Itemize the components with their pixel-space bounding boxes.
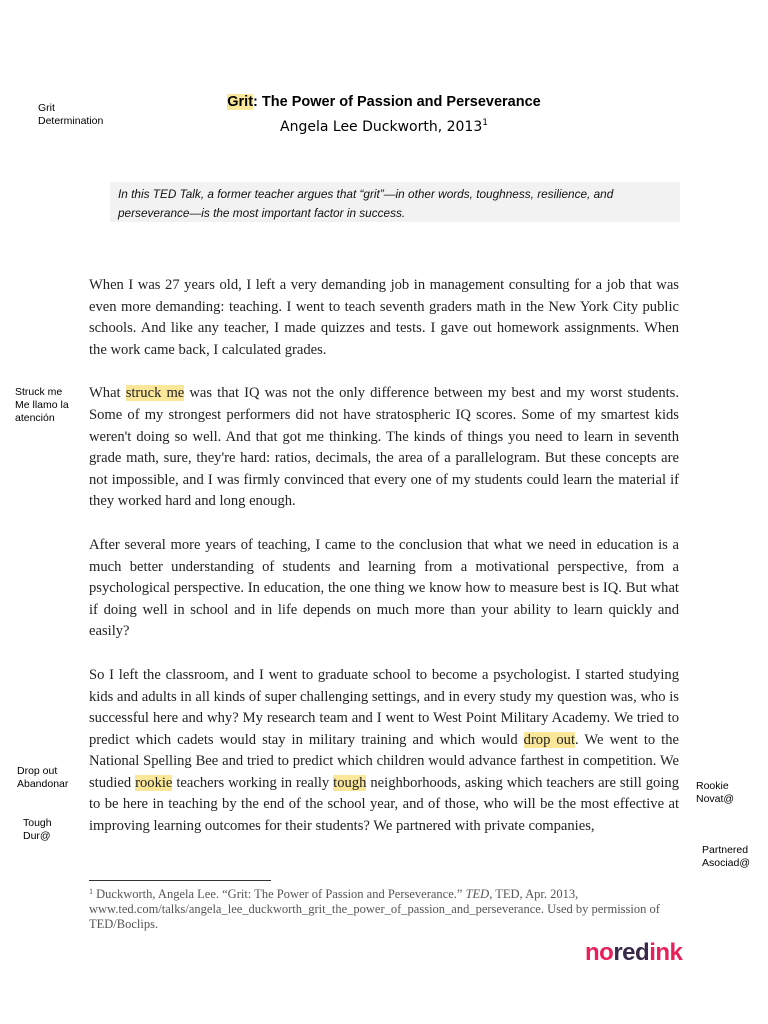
logo-part-no: no <box>585 939 614 966</box>
author-line <box>0 118 768 135</box>
margin-note-struck-me: Struck me Me llamo la atención <box>15 386 69 424</box>
footnote-marker: 1 <box>482 118 488 128</box>
logo-part-ink: ink <box>649 939 683 966</box>
margin-note-tough: Tough Dur@ <box>23 817 52 842</box>
paragraph-1: When I was 27 years old, I left a very demanding job in management consulting for a job that was even more demanding: teaching. I went to teach seventh graders math in the New York City public schools. And like any teacher, I made quizzes and tests. I gave out homework assignments. When the work came back, I calculated grades. <box>89 277 679 358</box>
paragraph-3: After several more years of teaching, I came to the conclusion that what we need in education is a much better understanding of students and learning from a motivational perspective, from a psychological perspective. In education, the one thing we know how to measure best is IQ. But what if doing well in school and in life depends on much more than your ability to learn quickly and easily? <box>89 536 679 640</box>
footnote-number: 1 <box>89 887 93 896</box>
margin-note-grit: Grit Determination <box>38 102 104 127</box>
highlight-drop-out: drop out <box>523 731 576 748</box>
paragraph-text: . We went to the National Spelling Bee and tried to predict which children would advance farthest in competition. We studied <box>89 731 679 791</box>
footnote-text: Duckworth, Angela Lee. “Grit: The Power of Passion and Perseverance.” <box>93 887 466 901</box>
paragraph-text: What <box>89 385 126 402</box>
paragraph-4 <box>89 665 679 838</box>
paragraph-text: teachers working in really <box>172 774 334 791</box>
margin-note-partnered: Partnered Asociad@ <box>702 844 751 869</box>
highlight-struck-me: struck me <box>125 385 185 402</box>
noredink-logo <box>585 939 682 967</box>
intro-box: In this TED Talk, a former teacher argues that “grit”—in other words, toughness, resilience, and perseverance—is the most important factor in success. <box>110 182 680 222</box>
author-name: Angela Lee Duckworth, 2013 <box>280 119 483 135</box>
article-body <box>89 275 679 860</box>
document-title <box>0 94 768 110</box>
highlight-tough: tough <box>333 774 367 791</box>
footnote-text-2: , TED, Apr. 2013, www.ted.com/talks/angela_lee_duckworth_grit_the_power_of_passion_and_perseverance. Used by permission of TED/Boclips. <box>89 887 660 931</box>
footnote-source: TED <box>465 887 490 901</box>
title-highlight: Grit <box>227 94 254 110</box>
paragraph-text: So I left the classroom, and I went to graduate school to become a psychologist. I started studying kids and adults in all kinds of super challenging settings, and in every study my question was, who is successful here and why? My research team and I went to West Point Military Academy. We tried to predict which cadets would stay in military training and which would <box>89 666 679 748</box>
margin-note-drop-out: Drop out Abandonar <box>17 765 69 790</box>
title-text: : The Power of Passion and Perseverance <box>253 94 541 110</box>
footnote-divider <box>89 880 271 881</box>
footnote <box>89 884 679 932</box>
highlight-rookie: rookie <box>135 774 173 791</box>
paragraph-text: was that IQ was not the only difference between my best and my worst students. Some of my strongest performers did not have stratospheric IQ scores. Some of my smartest kids weren't doing so well. And that got me thinking. The kinds of things you need to learn in seventh grade math, sure, they're hard: ratios, decimals, the area of a parallelogram. But these concepts are not impossible, and I was firmly convinced that every one of my students could learn the material if they worked hard and long enough. <box>89 385 679 510</box>
logo-part-red: red <box>613 939 650 966</box>
paragraph-2 <box>89 383 679 513</box>
paragraph-text: neighborhoods, asking which teachers are still going to be here in teaching by the end of the school year, and of those, who will be the most effective at improving learning outcomes for their students? We partnered with private companies, <box>89 774 679 835</box>
margin-note-rookie: Rookie Novat@ <box>696 780 735 805</box>
